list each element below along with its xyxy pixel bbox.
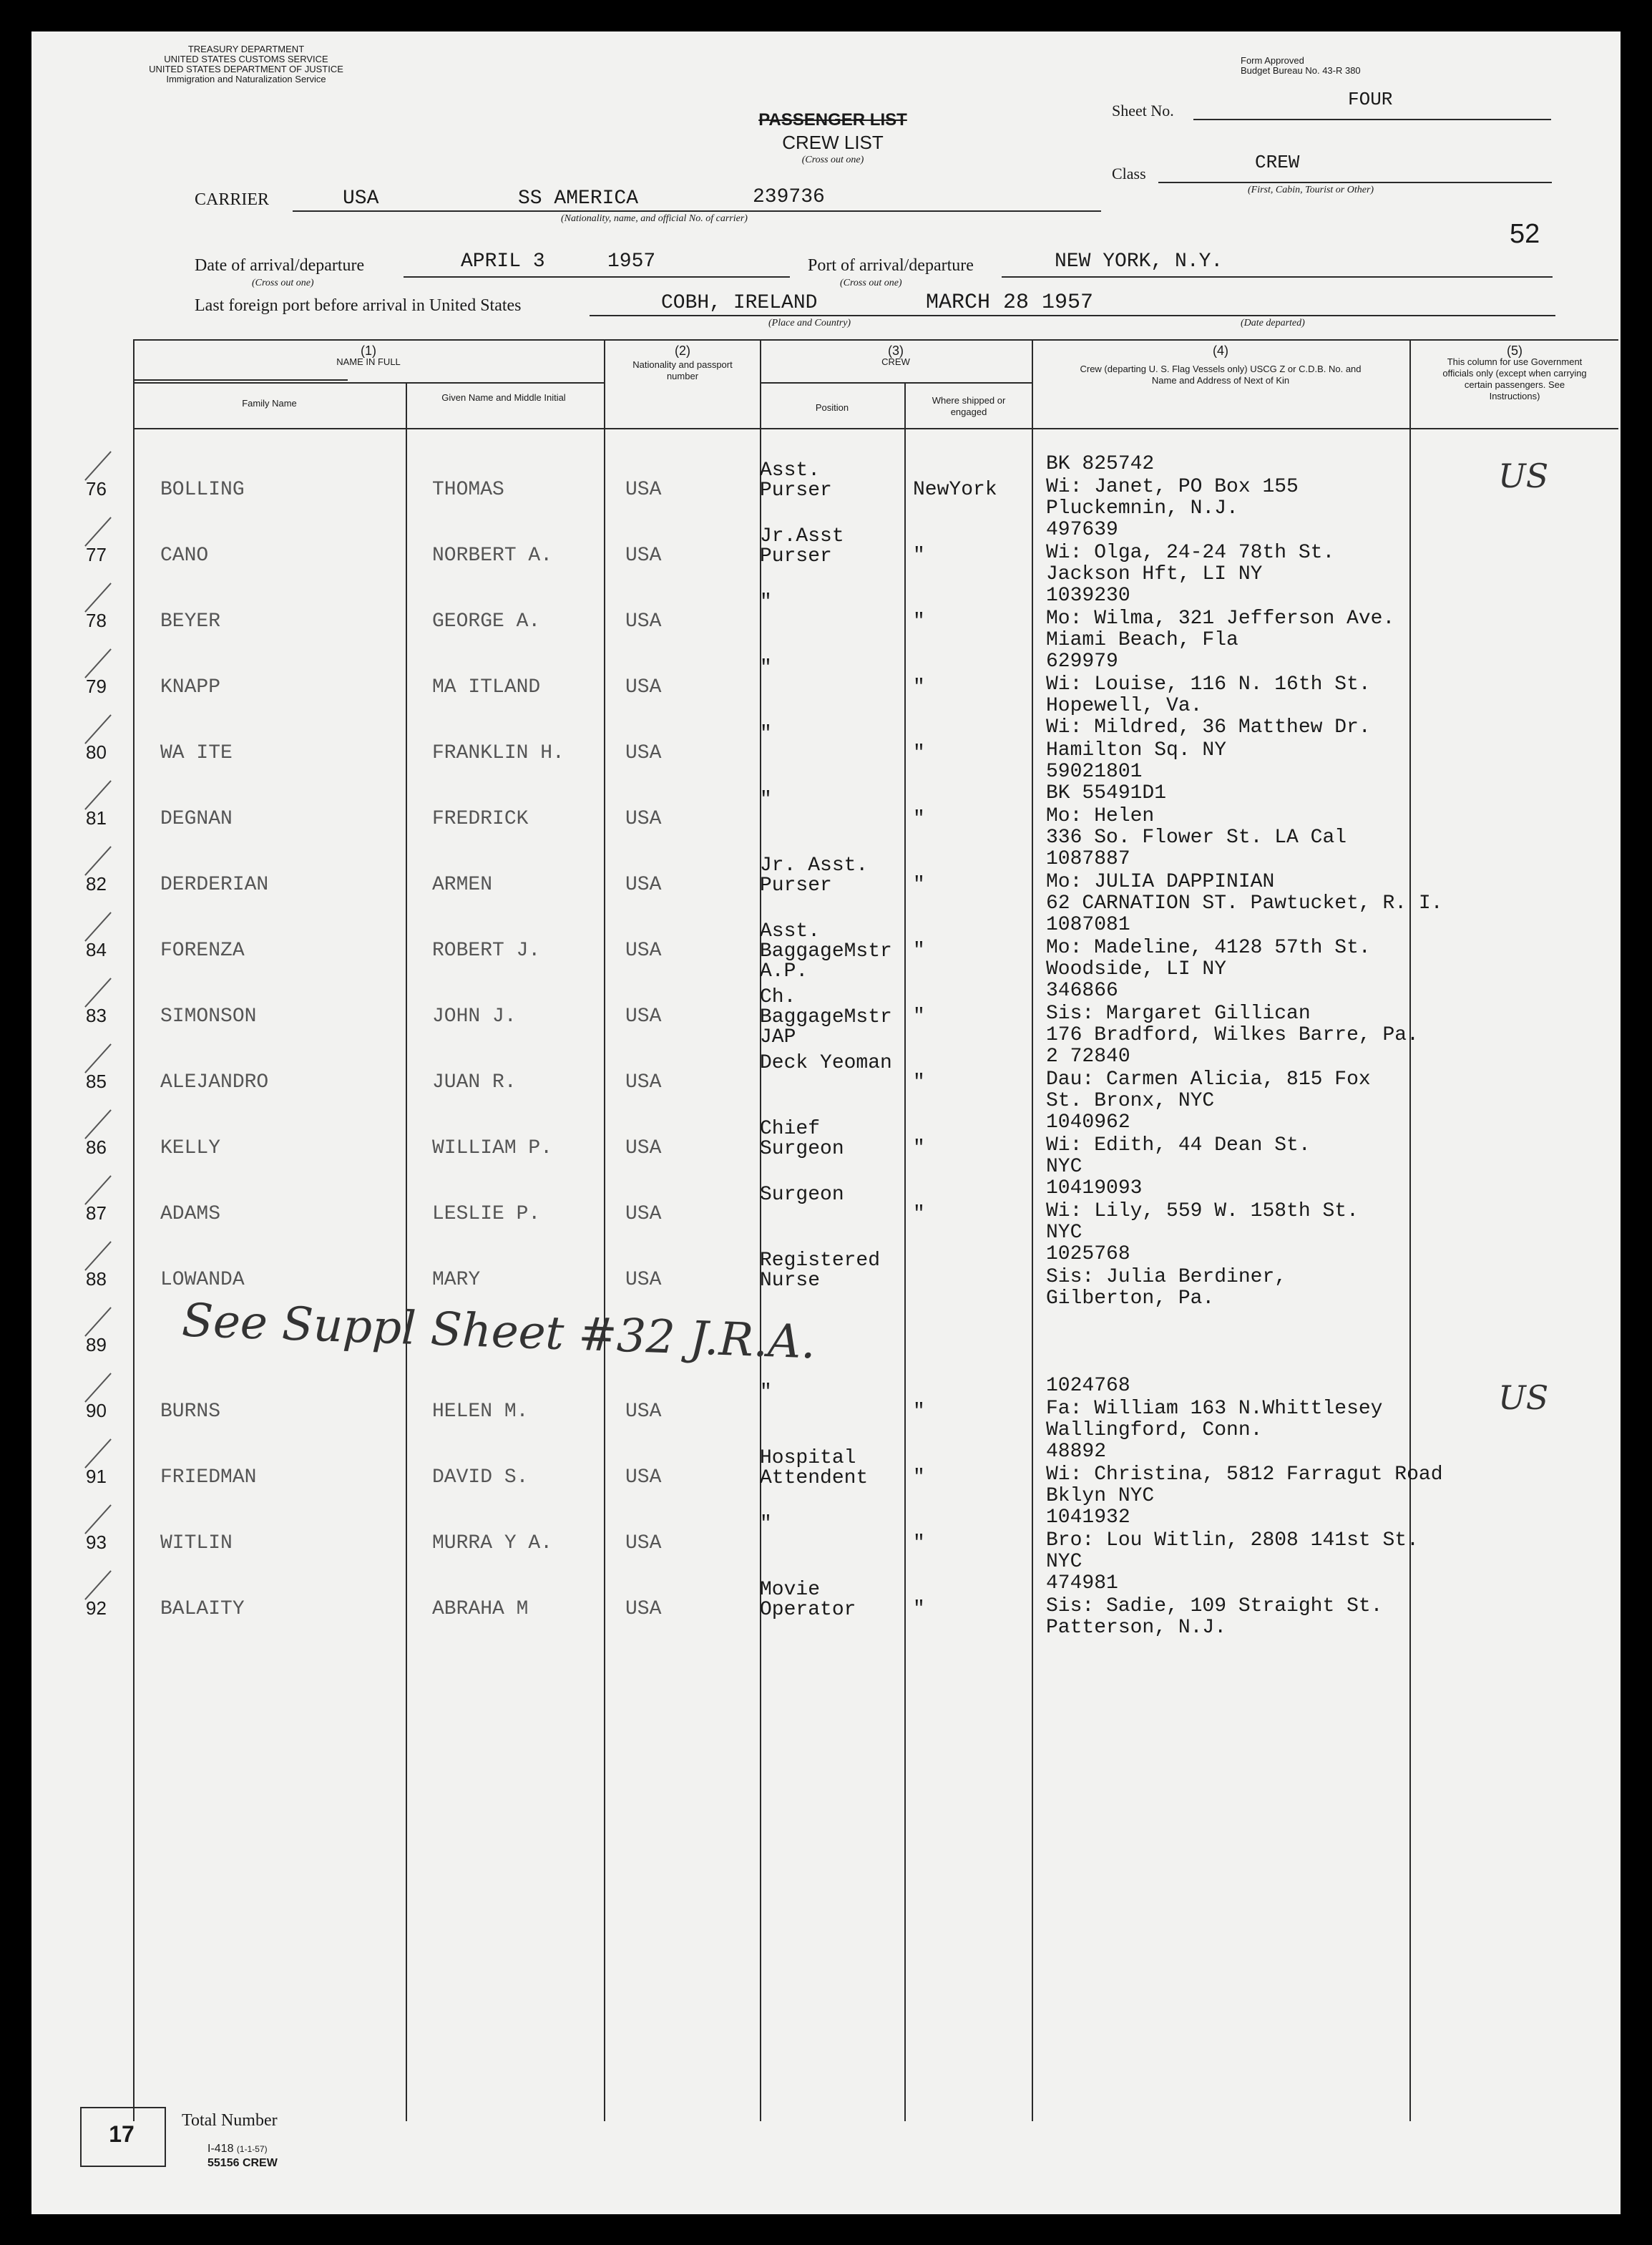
kin-line-3: Woodside, LI NY: [1046, 958, 1227, 980]
check-mark-icon: [84, 648, 112, 678]
row-number: 80: [86, 741, 107, 763]
row-number: 81: [86, 807, 107, 829]
position: Asst. BaggageMstr A.P.: [760, 920, 892, 983]
kin-line-1: 1041932: [1046, 1506, 1130, 1529]
shipped-at: ": [913, 742, 925, 764]
kin-line-2: Wi: Christina, 5812 Farragut Road: [1046, 1464, 1443, 1486]
kin-line-2: Fa: William 163 N.Whittlesey: [1046, 1398, 1383, 1420]
kin-line-1: 497639: [1046, 519, 1118, 541]
given-name: GEORGE A.: [432, 610, 541, 633]
col3-num: (3): [888, 344, 904, 358]
kin-line-3: Pluckemnin, N.J.: [1046, 497, 1238, 520]
col-given-header: Given Name and Middle Initial: [441, 392, 566, 403]
shipped-at: ": [913, 940, 925, 962]
sheet-no-label: Sheet No.: [1112, 102, 1174, 120]
kin-line-2: Wi: Olga, 24-24 78th St.: [1046, 542, 1335, 564]
family-name: BOLLING: [160, 479, 245, 501]
row-number: 76: [86, 478, 107, 500]
kin-line-2: Mo: Wilma, 321 Jefferson Ave.: [1046, 608, 1395, 630]
row-number: 93: [86, 1531, 107, 1553]
check-mark-icon: [84, 714, 112, 744]
shipped-at: ": [913, 1203, 925, 1225]
check-mark-icon: [84, 1570, 112, 1599]
row-number: 89: [86, 1334, 107, 1355]
position: Registered Nurse: [760, 1250, 881, 1292]
shipped-at: ": [913, 808, 925, 830]
arrival-date: APRIL 3: [461, 250, 545, 273]
col5-header: [1411, 345, 1618, 402]
check-mark-icon: [84, 517, 112, 546]
kin-line-3: St. Bronx, NYC: [1046, 1090, 1215, 1112]
col-divider-given: [406, 382, 407, 2121]
supplement-note: See Suppl Sheet #32 J.R.A.: [180, 1294, 817, 1370]
table-left-border: [133, 339, 135, 2121]
position: Chief Surgeon: [760, 1118, 844, 1160]
kin-line-2: Wi: Louise, 116 N. 16th St.: [1046, 673, 1371, 696]
kin-line-1: BK 825742: [1046, 453, 1155, 475]
agency-block: [74, 44, 418, 84]
kin-line-2: Wi: Edith, 44 Dean St.: [1046, 1134, 1311, 1156]
given-name: MA ITLAND: [432, 676, 541, 698]
kin-line-3: Bklyn NYC: [1046, 1485, 1155, 1507]
kin-line-1: BK 55491D1: [1046, 782, 1167, 804]
port-line: [1002, 276, 1553, 278]
nationality: USA: [625, 1269, 662, 1291]
shipped-at: ": [913, 676, 925, 698]
kin-line-2: Mo: Madeline, 4128 57th St.: [1046, 937, 1371, 959]
position: Jr.Asst Purser: [760, 525, 844, 568]
nationality: USA: [625, 940, 662, 962]
nationality: USA: [625, 610, 662, 633]
check-mark-icon: [84, 583, 112, 612]
check-mark-icon: [84, 1241, 112, 1270]
nationality: USA: [625, 1203, 662, 1225]
row-number: 88: [86, 1268, 107, 1290]
shipped-at: ": [913, 1598, 925, 1620]
carrier-note: (Nationality, name, and official No. of carrier): [561, 213, 748, 224]
nationality: USA: [625, 1005, 662, 1028]
kin-line-1: 2 72840: [1046, 1046, 1130, 1068]
check-mark-icon: [84, 1175, 112, 1204]
kin-line-2: Sis: Sadie, 109 Straight St.: [1046, 1595, 1383, 1617]
name-subheader-line: [133, 382, 604, 384]
col4-title: Crew (departing U. S. Flag Vessels only) USCG Z or C.D.B. No. and Name and Address of Next of Kin: [1080, 364, 1362, 386]
given-name: NORBERT A.: [432, 545, 553, 567]
nationality: USA: [625, 479, 662, 501]
nationality: USA: [625, 545, 662, 567]
position: Deck Yeoman: [760, 1052, 892, 1074]
family-name: FRIEDMAN: [160, 1466, 257, 1489]
check-mark-icon: [84, 1307, 112, 1336]
check-mark-icon: [84, 1373, 112, 1402]
form-edition: (1-1-57): [236, 2144, 268, 2154]
col3-title: CREW: [881, 356, 910, 367]
kin-line-2: Wi: Lily, 559 W. 158th St.: [1046, 1200, 1359, 1222]
position: Asst. Purser: [760, 459, 832, 502]
form-code-number: I-418: [207, 2143, 234, 2155]
kin-line-1: 1025768: [1046, 1243, 1130, 1265]
foreign-port-note: (Place and Country): [768, 318, 851, 328]
sheet-no-value: FOUR: [1348, 89, 1393, 110]
col-divider-kin: [1032, 339, 1033, 2121]
position: ": [760, 789, 772, 811]
kin-line-2: Hamilton Sq. NY: [1046, 739, 1227, 761]
form-code: [207, 2143, 268, 2156]
carrier-number: 239736: [753, 186, 825, 208]
given-name: THOMAS: [432, 479, 504, 501]
nationality: USA: [625, 1598, 662, 1620]
kin-line-3: 176 Bradford, Wilkes Barre, Pa.: [1046, 1024, 1419, 1046]
given-name: DAVID S.: [432, 1466, 529, 1489]
kin-line-3: 62 CARNATION ST. Pawtucket, R. I.: [1046, 892, 1443, 915]
table-header-bottom: [133, 428, 1618, 429]
given-name: ARMEN: [432, 874, 493, 896]
family-name: FORENZA: [160, 940, 245, 962]
col-family-header: Family Name: [242, 398, 297, 409]
family-name: DERDERIAN: [160, 874, 269, 896]
row-number: 87: [86, 1202, 107, 1224]
shipped-at: ": [913, 1005, 925, 1028]
kin-line-3: 59021801: [1046, 761, 1143, 783]
check-mark-icon: [84, 451, 112, 480]
agency-line-3: UNITED STATES DEPARTMENT OF JUSTICE: [149, 64, 343, 74]
foreign-port-date: MARCH 28 1957: [926, 291, 1094, 315]
given-name: WILLIAM P.: [432, 1137, 553, 1159]
family-name: ALEJANDRO: [160, 1071, 269, 1094]
col1-num: (1): [361, 344, 376, 358]
row-number: 78: [86, 610, 107, 631]
family-name: KELLY: [160, 1137, 221, 1159]
shipped-at: ": [913, 874, 925, 896]
carrier-name: SS AMERICA: [518, 188, 639, 210]
row-number: 84: [86, 939, 107, 960]
given-name: FRANKLIN H.: [432, 742, 564, 764]
class-note: (First, Cabin, Tourist or Other): [1248, 185, 1374, 195]
kin-line-1: 1024768: [1046, 1375, 1130, 1397]
position: Ch. BaggageMstr JAP: [760, 986, 892, 1048]
check-mark-icon: [84, 1043, 112, 1073]
row-number: 91: [86, 1466, 107, 1487]
approval-line-1: Form Approved: [1241, 55, 1304, 66]
family-name: LOWANDA: [160, 1269, 245, 1291]
family-name: BURNS: [160, 1401, 221, 1423]
family-name: CANO: [160, 545, 209, 567]
row-number: 77: [86, 544, 107, 565]
check-mark-icon: [84, 1438, 112, 1468]
col5-title: This column for use Government officials only (except when carrying certain passengers. See Instructions): [1442, 356, 1587, 401]
shipped-at: ": [913, 1071, 925, 1094]
given-name: MARY: [432, 1269, 481, 1291]
family-name: SIMONSON: [160, 1005, 257, 1028]
col4-header: [1033, 345, 1408, 386]
kin-line-2: Bro: Lou Witlin, 2808 141st St.: [1046, 1529, 1419, 1552]
table-top-border: [133, 339, 1618, 341]
class-label: Class: [1112, 165, 1146, 182]
arrival-label: Date of arrival/departure: [195, 256, 365, 275]
kin-line-3: NYC: [1046, 1551, 1082, 1573]
given-name: ABRAHA M: [432, 1598, 529, 1620]
nationality: USA: [625, 874, 662, 896]
col-divider-official: [1409, 339, 1411, 2121]
position: Jr. Asst. Purser: [760, 854, 869, 897]
check-mark-icon: [84, 912, 112, 941]
class-value: CREW: [1255, 152, 1300, 173]
kin-line-3: NYC: [1046, 1222, 1082, 1244]
official-mark: US: [1498, 457, 1549, 495]
position: ": [760, 1513, 772, 1535]
table-subheader-line-1: [133, 379, 348, 381]
col2-num: (2): [675, 344, 690, 358]
kin-line-2: Sis: Margaret Gillican: [1046, 1003, 1311, 1025]
kin-line-1: 1039230: [1046, 585, 1130, 607]
col-shipped-header: Where shipped or engaged: [932, 395, 1006, 417]
family-name: BEYER: [160, 610, 221, 633]
shipped-at: ": [913, 610, 925, 633]
shipped-at: NewYork: [913, 479, 997, 501]
kin-line-1: 346866: [1046, 980, 1118, 1002]
form-ref: 55156 CREW: [207, 2157, 278, 2169]
col-divider-shipped: [904, 384, 906, 2121]
crew-subheader-line: [760, 382, 1032, 384]
crew-list-title: CREW LIST: [782, 132, 884, 153]
kin-line-3: 336 So. Flower St. LA Cal: [1046, 827, 1347, 849]
position: ": [760, 591, 772, 613]
kin-line-3: Hopewell, Va.: [1046, 695, 1203, 717]
shipped-at: ": [913, 1137, 925, 1159]
position: Hospital Attendent: [760, 1447, 869, 1489]
family-name: DEGNAN: [160, 808, 233, 830]
position: ": [760, 723, 772, 745]
check-mark-icon: [84, 978, 112, 1007]
position: Surgeon: [760, 1184, 844, 1206]
family-name: ADAMS: [160, 1203, 221, 1225]
foreign-port-value: COBH, IRELAND: [661, 292, 818, 314]
col2-header: [610, 345, 756, 382]
check-mark-icon: [84, 1504, 112, 1534]
kin-line-1: Wi: Mildred, 36 Matthew Dr.: [1046, 716, 1371, 739]
position: Movie Operator: [760, 1579, 856, 1621]
col3-header: [760, 345, 1032, 368]
nationality: USA: [625, 1071, 662, 1094]
check-mark-icon: [84, 780, 112, 809]
row-number: 82: [86, 873, 107, 895]
family-name: KNAPP: [160, 676, 221, 698]
nationality: USA: [625, 1466, 662, 1489]
family-name: WA ITE: [160, 742, 233, 764]
col-divider-nationality: [604, 339, 605, 2121]
official-mark: US: [1498, 1378, 1549, 1417]
given-name: ROBERT J.: [432, 940, 541, 962]
kin-line-1: 1040962: [1046, 1111, 1130, 1134]
arrival-line: [404, 276, 790, 278]
nationality: USA: [625, 676, 662, 698]
page-number: 52: [1510, 219, 1540, 249]
position: ": [760, 1381, 772, 1403]
carrier-label: CARRIER: [195, 190, 270, 209]
given-name: LESLIE P.: [432, 1203, 541, 1225]
kin-line-2: Mo: JULIA DAPPINIAN: [1046, 871, 1275, 893]
kin-line-1: 629979: [1046, 651, 1118, 673]
kin-line-2: Wi: Janet, PO Box 155: [1046, 476, 1299, 498]
col1-header: [133, 345, 604, 368]
row-number: 83: [86, 1005, 107, 1026]
position: ": [760, 657, 772, 679]
check-mark-icon: [84, 1109, 112, 1139]
check-mark-icon: [84, 846, 112, 875]
nationality: USA: [625, 742, 662, 764]
approval-block: [1241, 56, 1361, 76]
port-label: Port of arrival/departure: [808, 256, 974, 275]
kin-line-2: Sis: Julia Berdiner,: [1046, 1266, 1287, 1288]
arrival-note: (Cross out one): [252, 278, 314, 288]
port-note: (Cross out one): [840, 278, 902, 288]
shipped-at: ": [913, 545, 925, 567]
kin-line-2: Dau: Carmen Alicia, 815 Fox: [1046, 1068, 1371, 1091]
kin-line-3: Wallingford, Conn.: [1046, 1419, 1263, 1441]
agency-line-4: Immigration and Naturalization Service: [166, 74, 326, 84]
carrier-nationality: USA: [343, 188, 379, 210]
foreign-port-line: [590, 315, 1555, 316]
kin-line-3: Patterson, N.J.: [1046, 1617, 1227, 1639]
row-number: 85: [86, 1071, 107, 1092]
row-number: 90: [86, 1400, 107, 1421]
kin-line-1: 48892: [1046, 1441, 1107, 1463]
shipped-at: ": [913, 1466, 925, 1489]
kin-line-1: 1087081: [1046, 914, 1130, 936]
kin-line-3: NYC: [1046, 1156, 1082, 1178]
kin-line-3: Jackson Hft, LI NY: [1046, 563, 1263, 585]
given-name: HELEN M.: [432, 1401, 529, 1423]
family-name: BALAITY: [160, 1598, 245, 1620]
manifest-sheet: [31, 31, 1621, 2214]
row-number: 92: [86, 1597, 107, 1619]
total-value: 17: [109, 2121, 135, 2147]
family-name: WITLIN: [160, 1532, 233, 1554]
carrier-line: [293, 210, 1101, 212]
kin-line-1: 1087887: [1046, 848, 1130, 870]
col4-num: (4): [1213, 344, 1228, 358]
total-label: Total Number: [182, 2111, 278, 2130]
given-name: FREDRICK: [432, 808, 529, 830]
passenger-list-title: PASSENGER LIST: [758, 110, 907, 130]
title-note: (Cross out one): [801, 155, 864, 165]
arrival-year: 1957: [607, 250, 656, 273]
row-number: 79: [86, 676, 107, 697]
approval-line-2: Budget Bureau No. 43-R 380: [1241, 65, 1361, 76]
nationality: USA: [625, 1532, 662, 1554]
kin-line-1: 10419093: [1046, 1177, 1143, 1199]
nationality: USA: [625, 808, 662, 830]
kin-line-3: Miami Beach, Fla: [1046, 629, 1238, 651]
agency-line-2: UNITED STATES CUSTOMS SERVICE: [164, 54, 328, 64]
foreign-port-label: Last foreign port before arrival in United States: [195, 296, 522, 315]
port-value: NEW YORK, N.Y.: [1055, 250, 1223, 273]
kin-line-1: 474981: [1046, 1572, 1118, 1594]
agency-line-1: TREASURY DEPARTMENT: [187, 44, 305, 54]
kin-line-3: Gilberton, Pa.: [1046, 1287, 1215, 1310]
col2-title: Nationality and passport number: [632, 359, 733, 381]
given-name: JOHN J.: [432, 1005, 517, 1028]
class-line: [1158, 182, 1552, 183]
nationality: USA: [625, 1401, 662, 1423]
shipped-at: ": [913, 1401, 925, 1423]
row-number: 86: [86, 1136, 107, 1158]
shipped-at: ": [913, 1532, 925, 1554]
given-name: JUAN R.: [432, 1071, 517, 1094]
sheet-no-line: [1193, 119, 1551, 120]
foreign-port-date-note: (Date departed): [1241, 318, 1305, 328]
col5-num: (5): [1507, 344, 1523, 358]
given-name: MURRA Y A.: [432, 1532, 553, 1554]
col-position-header: Position: [815, 402, 849, 413]
kin-line-2: Mo: Helen: [1046, 805, 1155, 827]
nationality: USA: [625, 1137, 662, 1159]
col1-title: NAME IN FULL: [336, 356, 401, 367]
